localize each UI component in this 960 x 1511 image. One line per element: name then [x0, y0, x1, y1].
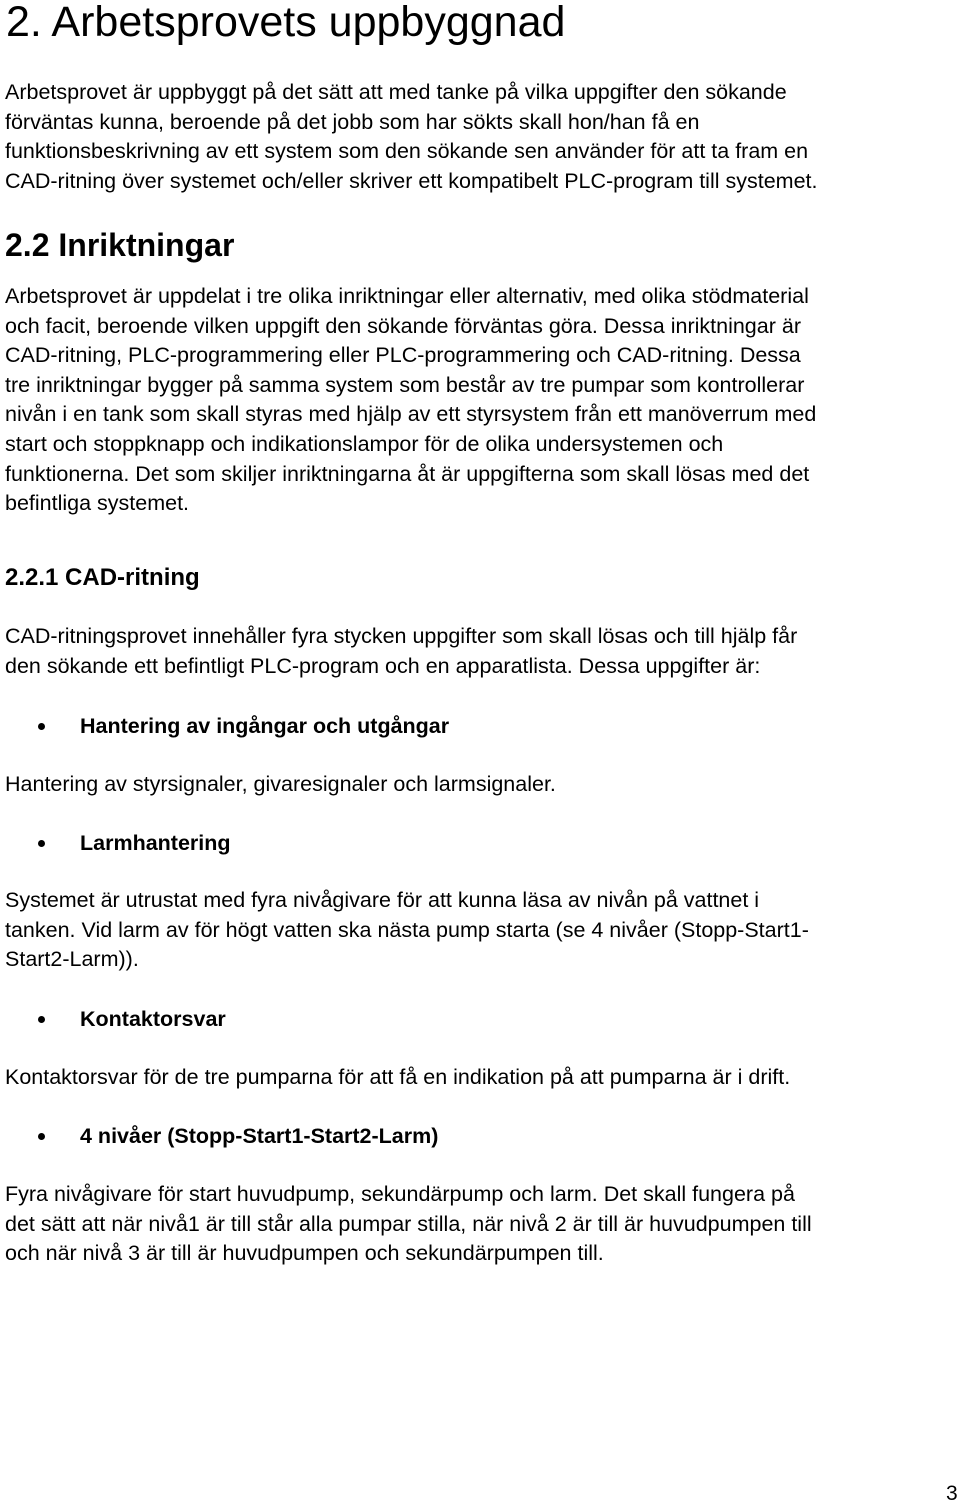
paragraph-line: Start2-Larm)).	[5, 947, 139, 972]
paragraph-line: Hantering av styrsignaler, givaresignaler och larmsignaler.	[5, 772, 556, 796]
bullet-item	[0, 1004, 960, 1034]
paragraph-line: befintliga systemet.	[5, 491, 190, 516]
paragraph-line: tanken. Vid larm av för högt vatten ska nästa pump starta (se 4 nivåer (Stopp-Start1-	[5, 917, 809, 942]
paragraph-line: den sökande ett befintligt PLC-program och en apparatlista. Dessa uppgifter är:	[5, 653, 761, 678]
bullet-dot-icon	[38, 1016, 45, 1023]
paragraph-line: start och stoppknapp och indikationslampor för de olika undersystemen och	[5, 431, 724, 456]
bullet-dot-icon	[38, 1133, 45, 1140]
section-heading-inriktningar: 2.2 Inriktningar	[5, 227, 235, 263]
bullet-title: Larmhantering	[80, 831, 231, 855]
task-description	[5, 886, 960, 975]
bullet-title: Kontaktorsvar	[80, 1007, 226, 1031]
bullet-item	[0, 828, 960, 858]
bullet-dot-icon	[38, 840, 45, 847]
paragraph-line: det sätt att när nivå1 är till står alla pumpar stilla, när nivå 2 är till är huvudpumpen till	[5, 1211, 812, 1236]
paragraph-line: Arbetsprovet är uppdelat i tre olika inriktningar eller alternativ, med olika stödmaterial	[5, 284, 809, 308]
paragraph-line: CAD-ritning över systemet och/eller skriver ett kompatibelt PLC-program till systemet.	[5, 168, 818, 193]
bullet-item	[0, 711, 960, 741]
intro-paragraph	[5, 78, 960, 196]
bullet-dot-icon	[38, 723, 45, 730]
paragraph-line: funktionsbeskrivning av ett system som den sökande sen använder för att ta fram en	[5, 139, 809, 164]
paragraph-line: tre inriktningar bygger på samma system som består av tre pumpar som kontrollerar	[5, 372, 805, 397]
paragraph-line: Arbetsprovet är uppbyggt på det sätt att med tanke på vilka uppgifter den sökande	[5, 80, 787, 104]
inriktningar-paragraph	[5, 282, 960, 519]
paragraph-line: nivån i en tank som skall styras med hjälp av ett styrsystem från ett manöverrum med	[5, 402, 817, 427]
bullet-item	[0, 1121, 960, 1151]
paragraph-line: Fyra nivågivare för start huvudpump, sekundärpump och larm. Det skall fungera på	[5, 1182, 795, 1206]
paragraph-line: Kontaktorsvar för de tre pumparna för att få en indikation på att pumparna är i drift.	[5, 1065, 791, 1089]
task-description	[5, 770, 960, 800]
page-heading: 2. Arbetsprovets uppbyggnad	[6, 0, 566, 46]
paragraph-line: CAD-ritningsprovet innehåller fyra stycken uppgifter som skall lösas och till hjälp får	[5, 624, 798, 648]
paragraph-line: funktionerna. Det som skiljer inriktningarna åt är uppgifterna som skall lösas med det	[5, 461, 810, 486]
page-number: 3	[946, 1482, 958, 1505]
paragraph-line: förväntas kunna, beroende på det jobb som har sökts skall hon/han få en	[5, 109, 700, 134]
bullet-title: Hantering av ingångar och utgångar	[80, 714, 450, 738]
task-description	[5, 1063, 960, 1093]
paragraph-line: CAD-ritning, PLC-programmering eller PLC-programmering och CAD-ritning. Dessa	[5, 343, 801, 368]
paragraph-line: och facit, beroende vilken uppgift den sökande förväntas göra. Dessa inriktningar är	[5, 313, 801, 338]
cad-intro-paragraph	[5, 622, 960, 681]
subsection-heading-cad-ritning: 2.2.1 CAD-ritning	[5, 564, 200, 591]
bullet-title: 4 nivåer (Stopp-Start1-Start2-Larm)	[80, 1124, 439, 1148]
paragraph-line: Systemet är utrustat med fyra nivågivare för att kunna läsa av nivån på vattnet i	[5, 888, 760, 912]
paragraph-line: och när nivå 3 är till är huvudpumpen och sekundärpumpen till.	[5, 1241, 604, 1266]
task-description	[5, 1180, 960, 1269]
